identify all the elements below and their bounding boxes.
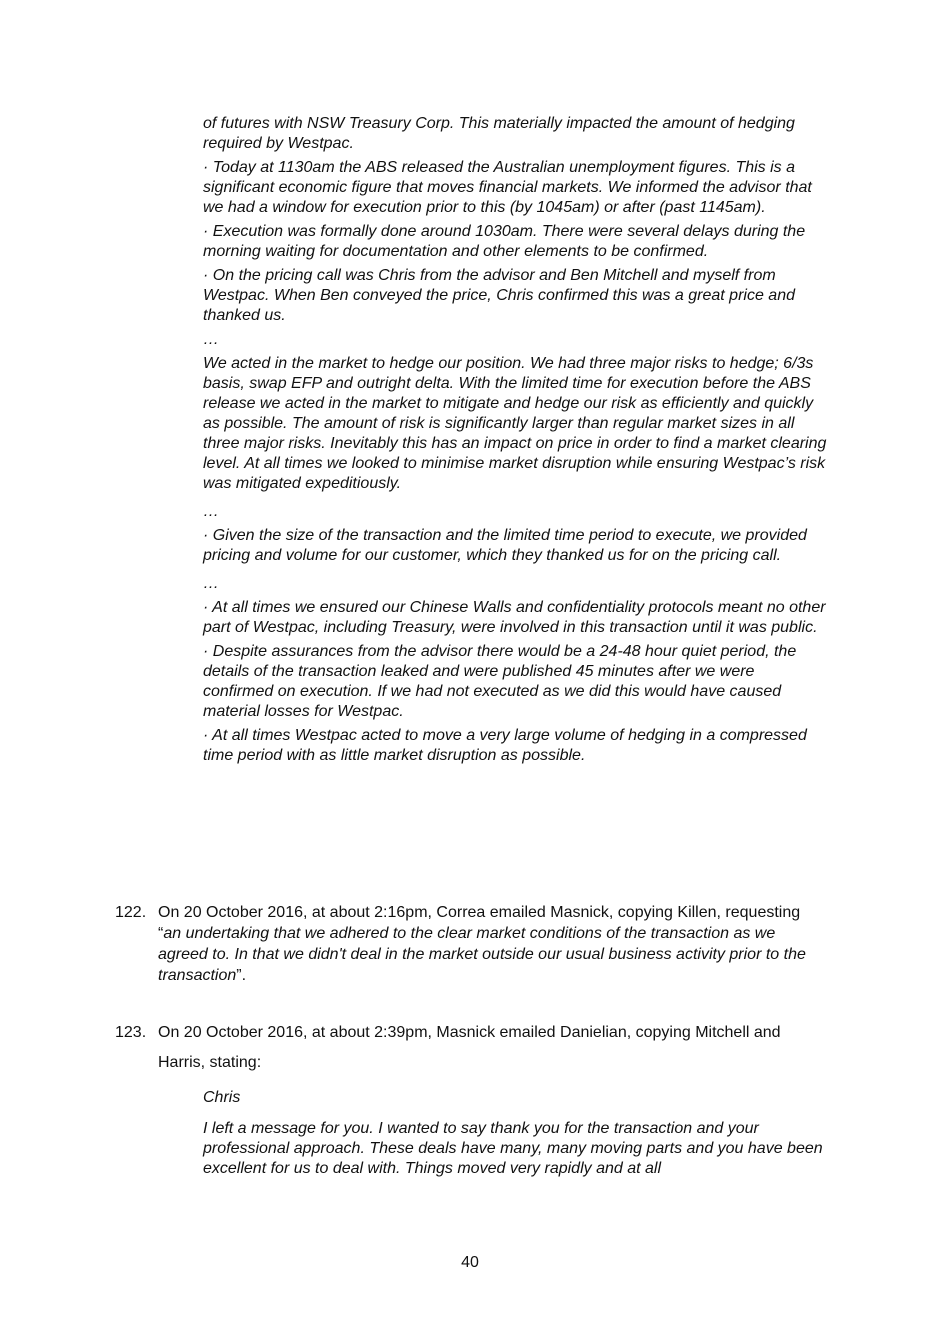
quoted-request: an undertaking that we adhered to the clear market conditions of the transaction as we agreed to. In that we didn't deal in the market outside our usual business activity prior to the transaction <box>158 925 806 984</box>
paragraph-number: 123. <box>115 1024 147 1041</box>
email-salutation: Chris <box>203 1089 241 1106</box>
quote-paragraph: of futures with NSW Treasury Corp. This materially impacted the amount of hedging required by Westpac. <box>203 115 795 152</box>
paragraph-number: 122. <box>115 904 147 921</box>
quote-paragraph: · Despite assurances from the advisor there would be a 24-48 hour quiet period, the details of the transaction leaked and were published 45 minutes after we were confirmed on execution. If we had not executed as we did this would have caused material losses for Westpac. <box>203 643 797 720</box>
quoted-email-block <box>203 114 828 770</box>
paragraph-123 <box>115 1018 815 1078</box>
paragraph-outro: ”. <box>236 967 247 984</box>
email-body: I left a message for you. I wanted to say thank you for the transaction and your professional approach. These deals have many, many moving parts and you have been excellent for us to deal with. Things moved very rapidly and at all <box>203 1120 823 1177</box>
quote-ellipsis: … <box>203 331 219 348</box>
paragraph-intro: On 20 October 2016, at about 2:16pm, Correa emailed Masnick, copying Killen, requesting “ <box>158 904 801 942</box>
paragraph-body: On 20 October 2016, at about 2:39pm, Masnick emailed Danielian, copying Mitchell and Harris, stating: <box>158 1024 781 1071</box>
quote-paragraph: · Given the size of the transaction and the limited time period to execute, we provided pricing and volume for our customer, which they thanked us for on the pricing call. <box>203 527 807 564</box>
quote-paragraph: We acted in the market to hedge our position. We had three major risks to hedge; 6/3s basis, swap EFP and outright delta. With the limited time for execution before the ABS release we acted in the market to mitigate and hedge our risk as efficiently and quickly as possible. The amount of risk is significantly larger than regular market sizes in all three major risks. Inevitably this has an impact on price in order to find a market clearing level. At all times we looked to minimise market disruption while ensuring Westpac’s risk was mitigated expeditiously. <box>203 355 827 492</box>
quoted-email-block-2 <box>203 1088 828 1190</box>
quote-paragraph: · Today at 1130am the ABS released the Australian unemployment figures. This is a significant economic figure that moves financial markets. We informed the advisor that we had a window for execution prior to this (by 1045am) or after (past 1145am). <box>203 159 812 216</box>
quote-paragraph: · Execution was formally done around 1030am. There were several delays during the morning waiting for documentation and other elements to be confirmed. <box>203 223 806 260</box>
quote-ellipsis: … <box>203 503 219 520</box>
paragraph-122 <box>115 902 815 986</box>
page-number: 40 <box>461 1254 479 1271</box>
quote-paragraph: · On the pricing call was Chris from the advisor and Ben Mitchell and myself from Westpac. When Ben conveyed the price, Chris confirmed this was a great price and thanked us. <box>203 267 795 324</box>
quote-ellipsis: … <box>203 575 219 592</box>
paragraph-body <box>158 902 815 986</box>
quote-paragraph: · At all times Westpac acted to move a very large volume of hedging in a compressed time period with as little market disruption as possible. <box>203 727 807 764</box>
quote-paragraph: · At all times we ensured our Chinese Walls and confidentiality protocols meant no other part of Westpac, including Treasury, were involved in this transaction until it was public. <box>203 599 826 636</box>
